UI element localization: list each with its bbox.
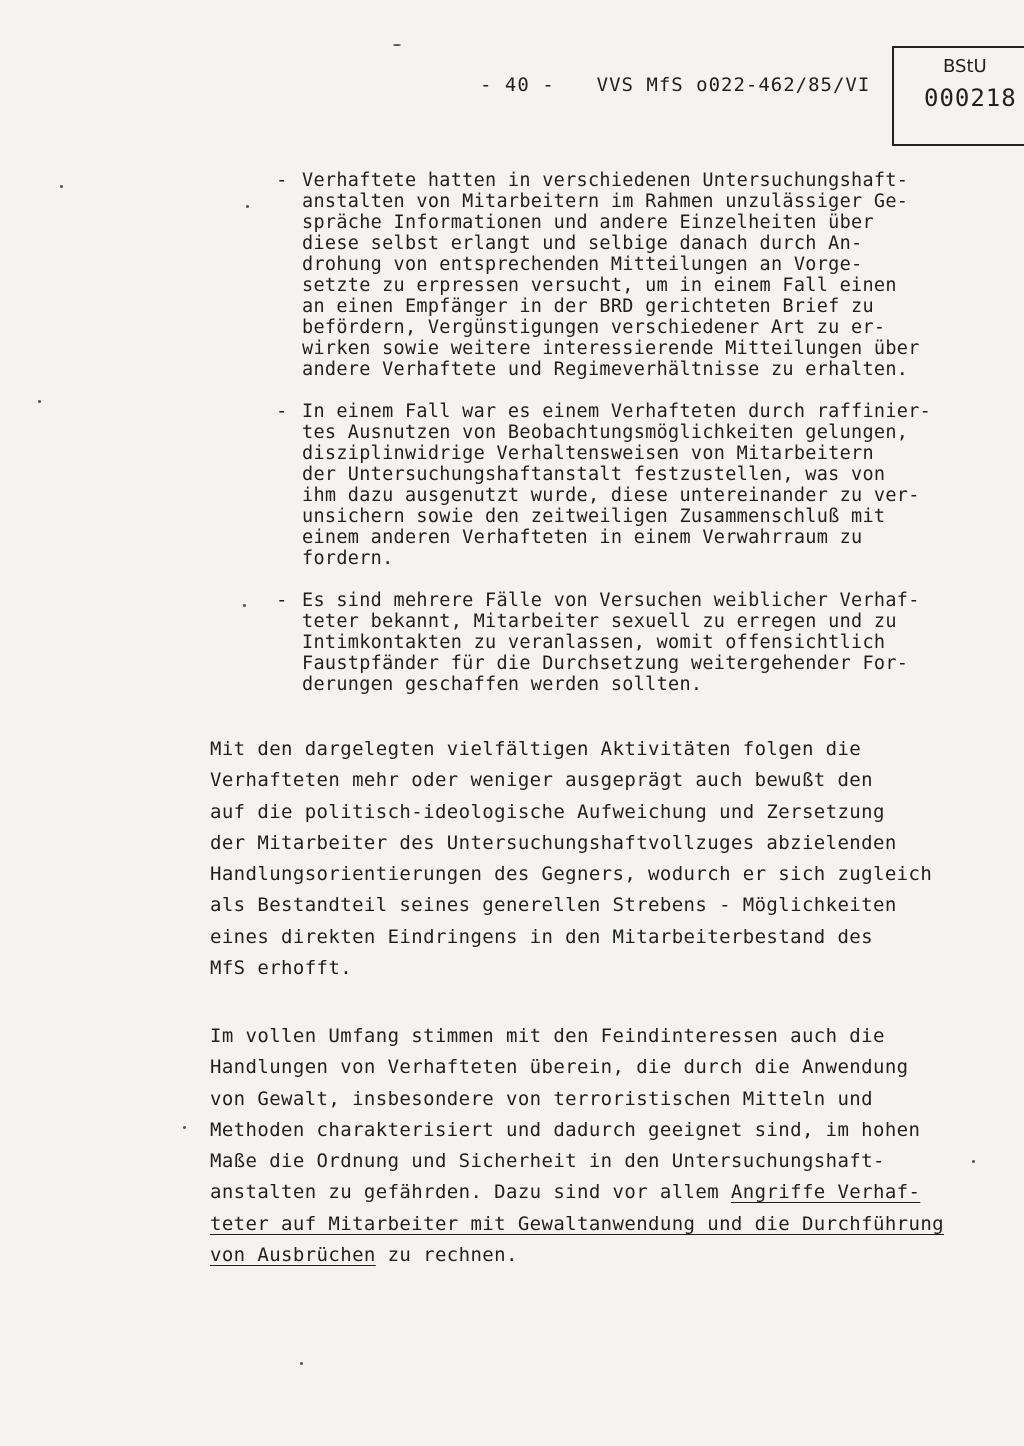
text-line: tes Ausnutzen von Beobachtungsmöglichkeiten gelungen, (302, 422, 909, 443)
text-line: von Gewalt, insbesondere von terroristischen Mitteln und (210, 1087, 873, 1110)
scan-speck (38, 400, 41, 403)
scan-speck (60, 185, 63, 188)
text-line: derungen geschaffen werden sollten. (302, 674, 703, 695)
text-line: MfS erhofft. (210, 957, 353, 980)
scan-speck (300, 1362, 303, 1365)
document-reference: VVS MfS o022-462/85/VI (596, 74, 871, 96)
bullet-item (276, 401, 996, 569)
bullet-text (302, 401, 996, 569)
bullet-dash: - (276, 169, 288, 191)
scan-speck (972, 1160, 975, 1163)
text-line: der Untersuchungshaftanstalt festzustellen, was von (302, 464, 886, 485)
text-line: Intimkontakten zu veranlassen, womit offensichtlich (302, 632, 886, 653)
text-line: drohung von entsprechenden Mitteilungen an Vorge- (302, 254, 863, 275)
text-line: diese selbst erlangt und selbige danach durch An- (302, 233, 863, 254)
text-line: andere Verhaftete und Regimeverhältnisse zu erhalten. (302, 359, 909, 380)
text-line: Verhaftete hatten in verschiedenen Untersuchungshaft- (302, 170, 909, 191)
text-line: Es sind mehrere Fälle von Versuchen weiblicher Verhaf- (302, 590, 920, 611)
text-line: Im vollen Umfang stimmen mit den Feindinteressen auch die (210, 1025, 885, 1047)
text-line: der Mitarbeiter des Untersuchungshaftvollzuges abzielenden (210, 831, 897, 854)
text-line: teter bekannt, Mitarbeiter sexuell zu erregen und zu (302, 611, 897, 632)
text-line: In einem Fall war es einem Verhafteten durch raffinier- (302, 401, 932, 422)
bullet-dash: - (276, 400, 288, 422)
text-segment: zu rechnen. (375, 1244, 518, 1267)
paragraph-violence (210, 1021, 1000, 1271)
text-line: disziplinwidrige Verhaltensweisen von Mitarbeitern (302, 443, 874, 464)
archive-stamp (892, 46, 1024, 146)
text-line (210, 1209, 1000, 1240)
scan-speck (183, 1126, 186, 1129)
underlined-text: Angriffe Verhaf- (730, 1181, 921, 1204)
text-line: eines direkten Eindringens in den Mitarbeiterbestand des (210, 925, 873, 948)
scan-speck (393, 44, 401, 46)
text-line: wirken sowie weitere interessierende Mitteilungen über (302, 338, 920, 359)
underlined-text: von Ausbrüchen (210, 1244, 376, 1267)
text-line: setzte zu erpressen versucht, um in einem Fall einen (302, 275, 897, 296)
page-header (480, 74, 870, 96)
underlined-text: teter auf Mitarbeiter mit Gewaltanwendung und die Durchführung (210, 1212, 945, 1235)
text-line: Verhafteten mehr oder weniger ausgeprägt auch bewußt den (210, 769, 873, 792)
text-line: an einen Empfänger in der BRD gerichteten Brief zu (302, 296, 874, 317)
bullet-item (276, 590, 996, 695)
scan-speck (243, 604, 246, 607)
bullet-dash: - (276, 589, 288, 611)
page-number: - 40 - (480, 74, 555, 96)
stamp-number: 000218 (924, 84, 1017, 112)
stamp-organization: BStU (943, 56, 987, 77)
text-line: fordern. (302, 548, 394, 569)
bullet-item (276, 170, 996, 380)
text-line: auf die politisch-ideologische Aufweichung und Zersetzung (210, 800, 885, 823)
text-line: Mit den dargelegten vielfältigen Aktivitäten folgen die (210, 738, 862, 760)
text-line: Handlungsorientierungen des Gegners, wodurch er sich zugleich (210, 863, 933, 886)
text-line: Handlungen von Verhafteten überein, die durch die Anwendung (210, 1056, 909, 1079)
text-line: einem anderen Verhafteten in einem Verwahrraum zu (302, 527, 863, 548)
text-line: ihm dazu ausgenutzt wurde, diese untereinander zu ver- (302, 485, 920, 506)
bullet-text (302, 170, 996, 380)
text-line: unsichern sowie den zeitweiligen Zusammenschluß mit (302, 506, 886, 527)
text-line (210, 1177, 1000, 1208)
text-line: als Bestandteil seines generellen Strebens - Möglichkeiten (210, 894, 897, 917)
bullet-text (302, 590, 996, 695)
text-line: Maße die Ordnung und Sicherheit in den Untersuchungshaft- (210, 1150, 885, 1173)
bullet-list (276, 170, 996, 716)
scan-speck (246, 205, 249, 208)
text-segment: anstalten zu gefährden. Dazu sind vor allem (210, 1181, 731, 1204)
text-line: spräche Informationen und andere Einzelheiten über (302, 212, 874, 233)
text-line: befördern, Vergünstigungen verschiedener Art zu er- (302, 317, 886, 338)
text-line: anstalten von Mitarbeitern im Rahmen unzulässiger Ge- (302, 191, 909, 212)
text-line: Faustpfänder für die Durchsetzung weitergehender For- (302, 653, 909, 674)
paragraph-activities (210, 734, 1000, 984)
text-line: Methoden charakterisiert und dadurch geeignet sind, im hohen (210, 1118, 921, 1141)
text-line (210, 1240, 1000, 1271)
